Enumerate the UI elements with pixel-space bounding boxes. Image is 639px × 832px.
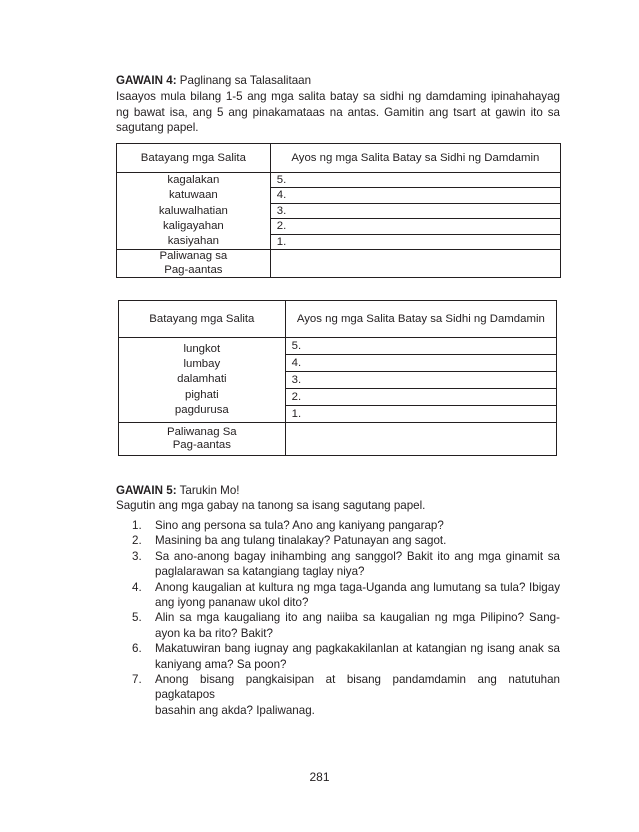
question-text: basahin ang akda? Ipaliwanag. [155,703,315,717]
question-item [116,580,560,611]
header-base-words: Batayang mga Salita [119,301,286,338]
header-ranking: Ayos ng mga Salita Batay sa Sidhi ng Damdamin [270,144,560,173]
rank-slot-2[interactable]: 2. [270,219,560,234]
intro-line: ng bawat isa, ang 5 ang pinakamataas na antas. Gamitin ang tsart at gawin ito sa [116,105,560,119]
question-number: 2. [132,534,142,548]
base-word: kaluwalhatian [158,204,228,217]
explanation-line: Paliwanag sa [159,250,228,263]
question-text: Alin sa mga kaugaliang ito ang naiiba sa kaugalian ng mga Pilipino? Sang- [155,611,560,625]
base-word: lungkot [183,342,221,355]
base-word: pagdurusa [174,403,229,416]
gawain5-label: GAWAIN 5: [116,484,177,497]
intro-line: sagutang papel. [116,121,199,135]
base-word: pighati [185,388,219,401]
ranking-table-2 [118,300,557,456]
rank-slot-5[interactable]: 5. [285,338,556,355]
question-item [116,518,560,533]
gawain4-instructions [116,89,560,136]
question-list [116,518,560,718]
question-text: Anong kaugalian at kultura ng mga taga-Uganda ang lumutang sa tula? Ibigay [155,580,560,594]
rank-slot-2[interactable]: 2. [285,389,556,406]
gawain5-heading [116,483,560,499]
question-number: 7. [132,673,142,687]
base-word: lumbay [183,358,221,371]
explanation-label [119,423,286,456]
question-number: 1. [132,519,142,532]
question-text: Makatuwiran bang iugnay ang pagkakakilanlan at katangian ng isang anak sa [155,642,560,656]
explanation-answer-cell[interactable] [285,423,556,456]
rank-slot-4[interactable]: 4. [285,355,556,372]
rank-slot-4[interactable]: 4. [270,188,560,203]
question-item [116,672,560,718]
gawain5-instruction: Sagutin ang mga gabay na tanong sa isang sagutang papel. [116,499,426,512]
ranking-table-1 [116,143,561,278]
question-number: 4. [132,580,142,594]
rank-slot-1[interactable]: 1. [270,234,560,250]
question-item [116,641,560,672]
page-number: 281 [309,770,330,784]
question-text: Anong bisang pangkaisipan at bisang pandamdamin ang natutuhan pagkatapos [155,673,560,702]
base-word: kaligayahan [162,219,224,232]
header-base-words: Batayang mga Salita [117,144,271,173]
explanation-line: Pag-aantas [164,263,223,276]
rank-slot-1[interactable]: 1. [285,406,556,423]
gawain4-title: Paglinang sa Talasalitaan [179,74,312,87]
rank-slot-3[interactable]: 3. [285,372,556,389]
question-text: Masining ba ang tulang tinalakay? Patunayan ang sagot. [155,534,447,548]
base-words-cell [119,338,286,423]
explanation-line: Pag-aantas [172,439,231,451]
question-text: Sa ano-anong bagay inihambing ang sanggol? Bakit ito ang mga ginamit sa [155,549,560,563]
intro-line: Isaayos mula bilang 1-5 ang mga salita batay sa sidhi ng damdaming ipinahahayag [116,90,560,103]
base-word: dalamhati [177,373,227,386]
gawain5-title: Tarukin Mo! [179,484,240,497]
question-text: ayon ka ba rito? Bakit? [155,626,273,640]
rank-slot-3[interactable]: 3. [270,203,560,218]
explanation-answer-cell[interactable] [270,250,560,278]
question-item [116,533,560,548]
question-item [116,610,560,641]
question-number: 5. [132,611,142,625]
question-text: Sino ang persona sa tula? Ano ang kaniyang pangarap? [155,519,444,532]
rank-slot-5[interactable]: 5. [270,173,560,188]
gawain4-heading [116,73,560,89]
gawain4-label: GAWAIN 4: [116,74,177,87]
header-ranking: Ayos ng mga Salita Batay sa Sidhi ng Damdamin [285,301,556,338]
explanation-line: Paliwanag Sa [166,425,237,438]
question-number: 6. [132,642,142,656]
base-word: kagalakan [167,174,220,186]
base-word: kasiyahan [167,235,220,248]
question-text: ang iyong pananaw ukol dito? [155,596,309,610]
base-word: katuwaan [168,189,218,202]
explanation-label [117,250,271,278]
question-item [116,549,560,580]
base-words-cell [117,173,271,250]
question-number: 3. [132,549,142,563]
question-text: kaniyang ama? Sa poon? [155,657,287,671]
question-text: paglalarawan sa katangiang taglay niya? [155,565,365,579]
